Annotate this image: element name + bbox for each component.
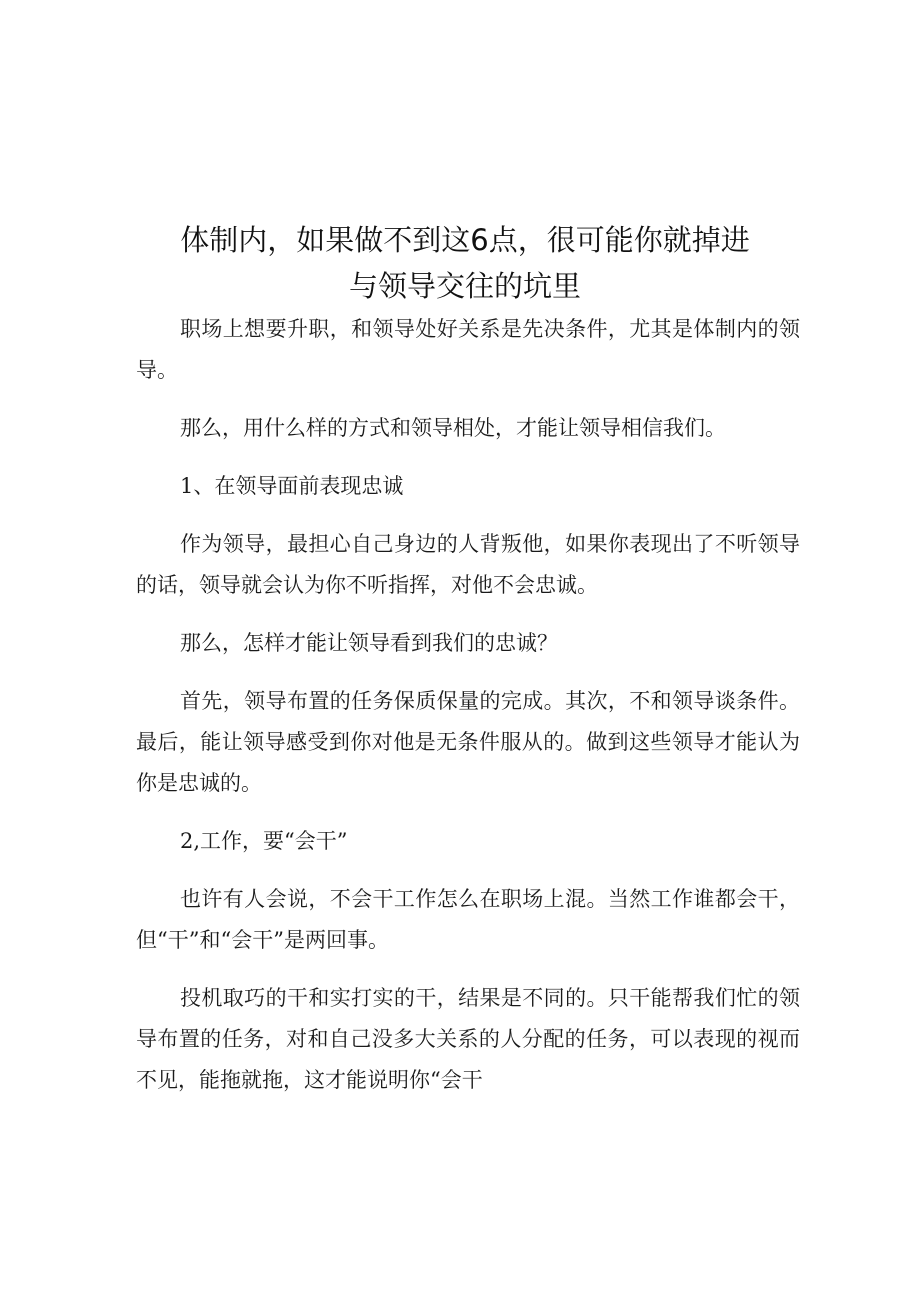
paragraph-how-loyalty: 那么，怎样才能让领导看到我们的忠诚？ bbox=[180, 631, 558, 655]
title-line-2: 与领导交往的坑里 bbox=[348, 269, 581, 303]
paragraph-loyalty: 作为领导，最担心自己身边的人背叛他，如果你表现出了不听领导的话，领导就会认为你不听指挥，对他不会忠诚。 bbox=[136, 532, 800, 597]
paragraph-steps: 首先，领导布置的任务保质保量的完成。其次，不和领导谈条件。最后，能让领导感受到你对他是无条件服从的。做到这些领导才能认为你是忠诚的。 bbox=[136, 689, 800, 795]
title-line-1: 体制内，如果做不到这6点，很可能你就掉进 bbox=[180, 223, 750, 257]
paragraph-work: 也许有人会说，不会干工作怎么在职场上混。当然工作谁都会干，但“干”和“会干”是两回事。 bbox=[136, 887, 800, 952]
section-heading-2: 2,工作，要“会干” bbox=[180, 829, 348, 853]
paragraph-intro: 职场上想要升职，和领导处好关系是先决条件，尤其是体制内的领导。 bbox=[136, 317, 800, 382]
paragraph-smart-work: 投机取巧的干和实打实的干，结果是不同的。只干能帮我们忙的领导布置的任务，对和自己没多大关系的人分配的任务，可以表现的视而不见，能拖就拖，这才能说明你“会干 bbox=[136, 986, 800, 1092]
article-title bbox=[120, 217, 810, 309]
article-body bbox=[136, 309, 800, 1118]
paragraph-question: 那么，用什么样的方式和领导相处，才能让领导相信我们。 bbox=[180, 416, 726, 440]
section-heading-1: 1、在领导面前表现忠诚 bbox=[180, 474, 404, 498]
